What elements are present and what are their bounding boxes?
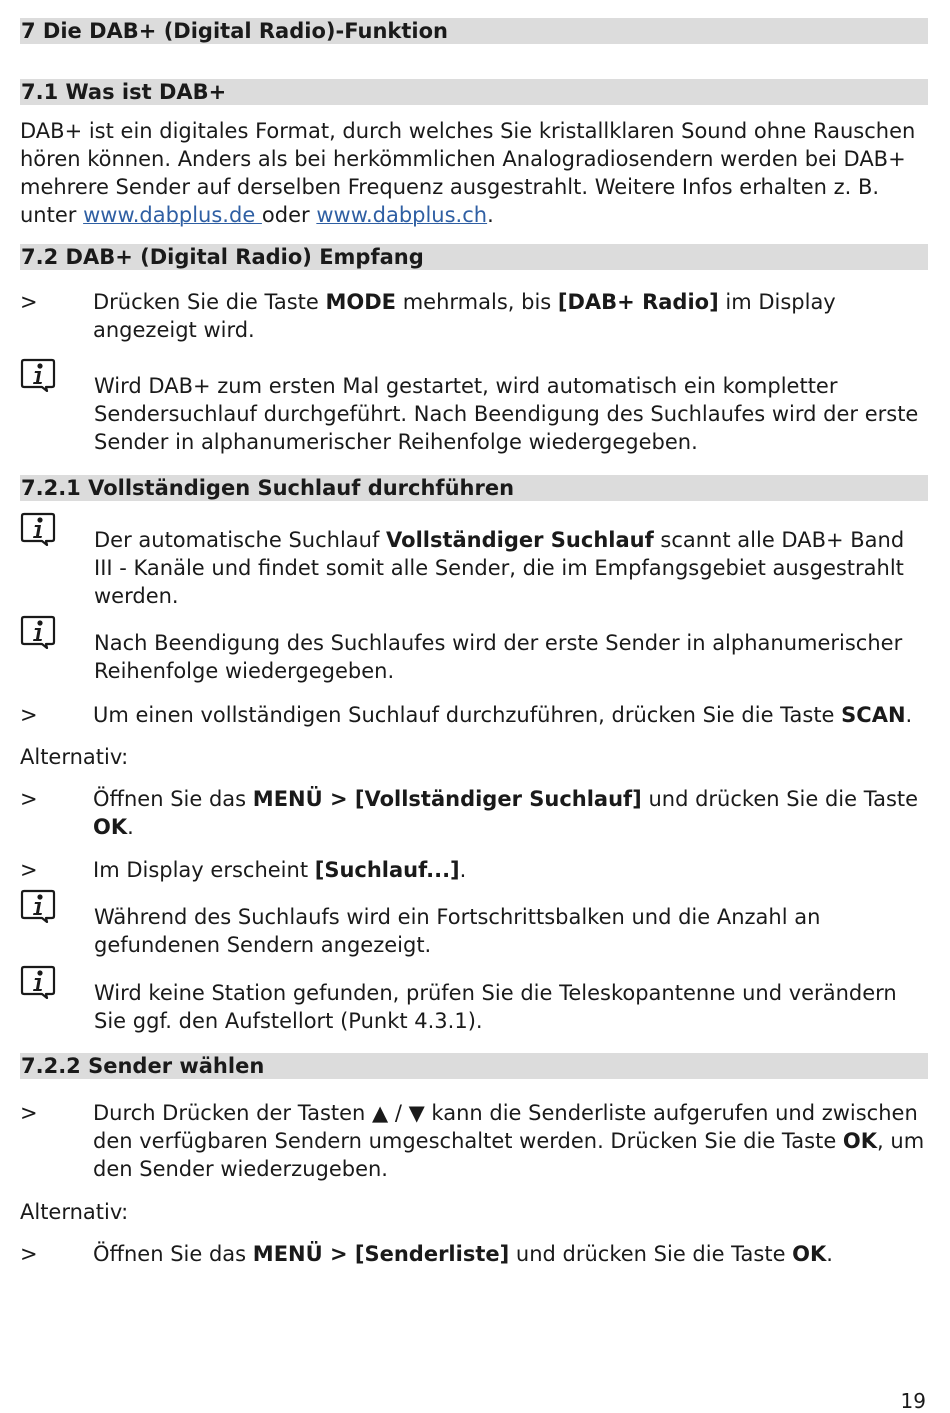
paragraph-text: . — [487, 203, 494, 227]
link-dabplus-ch[interactable]: www.dabplus.ch — [316, 203, 488, 227]
step-marker: > — [20, 858, 38, 882]
step-marker: > — [20, 787, 38, 811]
step-marker: > — [20, 1242, 38, 1266]
info-text: Nach Beendigung des Suchlaufes wird der erste Sender in alphanumerischer Reihenfolge wiedergegeben. — [94, 631, 903, 683]
paragraph-text: DAB+ ist ein digitales Format, durch welches Sie kristallklaren Sound ohne Rauschen hören können. Anders als bei herkömmlichen Analogradiosendern werden bei DAB+ mehrere Sender auf derselben Frequenz ausgestrahlt. Weitere Infos erhalten z. B. unter — [20, 119, 916, 227]
section-heading-7-2-2: 7.2.2 Sender wählen — [20, 1053, 928, 1079]
info-icon — [20, 358, 56, 392]
page-number: 19 — [900, 1389, 926, 1413]
step-text: Drücken Sie die Taste MODE mehrmals, bis [DAB+ Radio] im Display angezeigt wird. — [93, 290, 836, 342]
section-heading-7-2-1: 7.2.1 Vollständigen Suchlauf durchführen — [20, 475, 928, 501]
info-text: Der automatische Suchlauf Vollständiger Suchlauf scannt alle DAB+ Band III - Kanäle und findet somit alle Sender, die im Empfangsgebiet ausgestrahlt werden. — [94, 528, 905, 608]
paragraph-what-is-dab — [20, 117, 920, 229]
step-marker: > — [20, 1101, 38, 1125]
display-label: [DAB+ Radio] — [557, 290, 719, 314]
key-scan: SCAN — [841, 703, 906, 727]
info-text: Wird DAB+ zum ersten Mal gestartet, wird automatisch ein kompletter Sendersuchlauf durchgeführt. Nach Beendigung des Suchlaufes wird der erste Sender in alphanumerischer Reihenfolge wiedergegeben. — [94, 374, 919, 454]
step-text: Um einen vollständigen Suchlauf durchzuführen, drücken Sie die Taste SCAN. — [93, 703, 913, 727]
key-mode: MODE — [325, 290, 397, 314]
alternative-label: Alternativ: — [20, 1200, 129, 1224]
step-marker: > — [20, 290, 38, 314]
section-heading-7-2: 7.2 DAB+ (Digital Radio) Empfang — [20, 244, 928, 270]
step-text: Öffnen Sie das MENÜ > [Senderliste] und drücken Sie die Taste OK. — [93, 1242, 833, 1266]
step-marker: > — [20, 703, 38, 727]
info-icon — [20, 889, 56, 923]
step-text: Öffnen Sie das MENÜ > [Vollständiger Suchlauf] und drücken Sie die Taste OK. — [93, 787, 919, 839]
info-text: Während des Suchlaufs wird ein Fortschrittsbalken und die Anzahl an gefundenen Sendern angezeigt. — [94, 905, 821, 957]
info-icon — [20, 615, 56, 649]
step-text: Im Display erscheint [Suchlauf...]. — [93, 858, 467, 882]
info-text: Wird keine Station gefunden, prüfen Sie die Teleskopantenne und verändern Sie ggf. den Aufstellort (Punkt 4.3.1). — [94, 981, 897, 1033]
paragraph-text: oder — [261, 203, 317, 227]
info-icon — [20, 965, 56, 999]
section-heading-7: 7 Die DAB+ (Digital Radio)-Funktion — [20, 18, 928, 44]
info-icon — [20, 512, 56, 546]
section-heading-7-1: 7.1 Was ist DAB+ — [20, 79, 928, 105]
step-item — [20, 288, 928, 344]
step-text: Durch Drücken der Tasten ▲ / ▼ kann die Senderliste aufgerufen und zwischen den verfügbaren Sendern umgeschaltet werden. Drücken Sie die Taste OK, um den Sender wiederzugeben. — [93, 1101, 925, 1181]
alternative-label: Alternativ: — [20, 745, 129, 769]
link-dabplus-de[interactable]: www.dabplus.de — [83, 203, 262, 227]
